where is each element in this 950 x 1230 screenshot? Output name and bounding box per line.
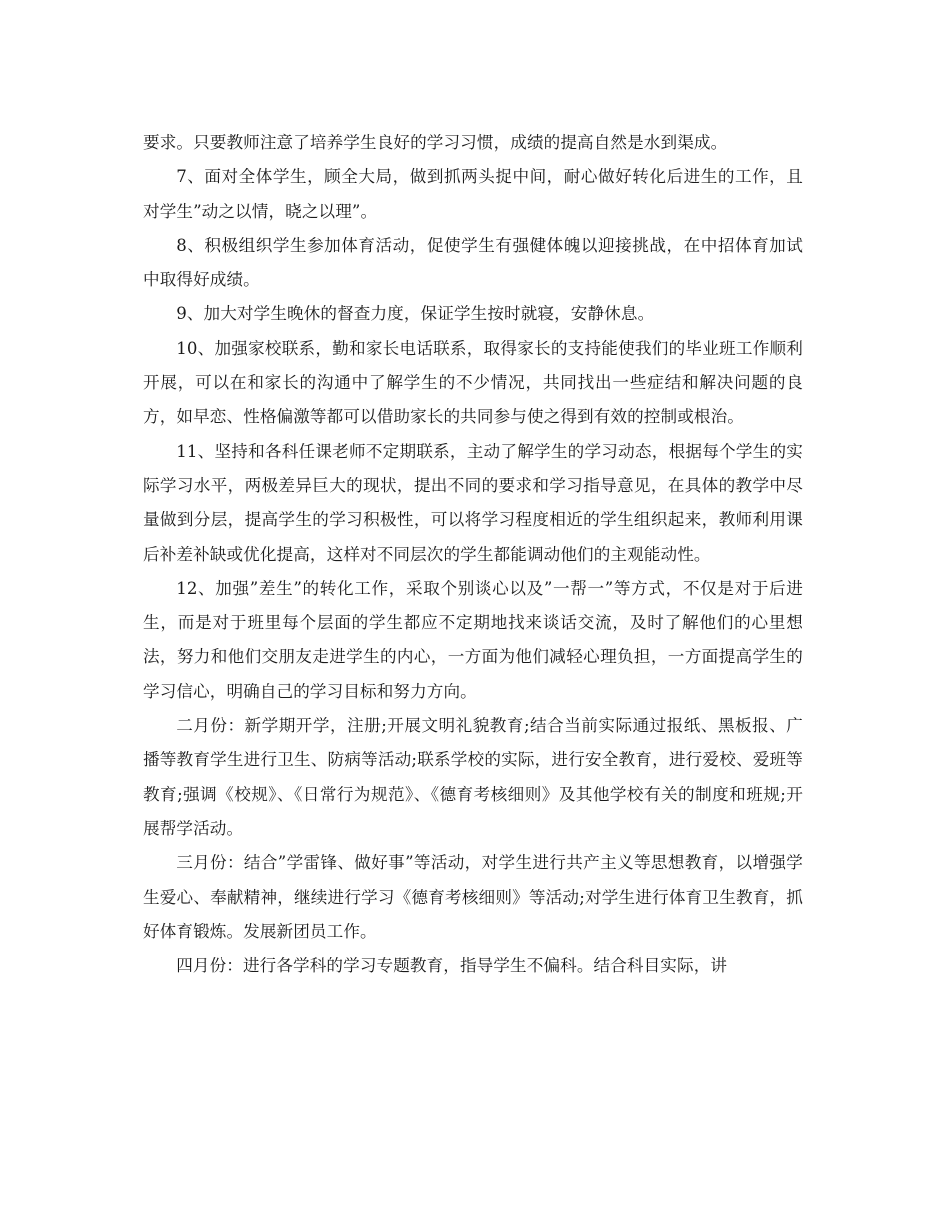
paragraph-item-9: 9、加大对学生晚休的督查力度，保证学生按时就寝，安静休息。 (176, 304, 655, 324)
paragraph-item-10: 10、加强家校联系，勤和家长电话联系，取得家长的支持能使我们的毕业班工作顺利开展，可以在和家长的沟通中了解学生的不少情况，共同找出一些症结和解决问题的良方，如早恋、性格偏激等都可以借助家长的共同参与使之得到有效的控制或根治。 (143, 338, 803, 427)
paragraph-item-11: 11、坚持和各科任课老师不定期联系，主动了解学生的学习动态，根据每个学生的实际学习水平，两极差异巨大的现状，提出不同的要求和学习指导意见，在具体的教学中尽量做到分层，提高学生的学习积极性，可以将学习程度相近的学生组织起来，教师利用课后补差补缺或优化提高，这样对不同层次的学生都能调动他们的主观能动性。 (143, 441, 803, 564)
paragraph-continuation: 要求。只要教师注意了培养学生良好的学习习惯，成绩的提高自然是水到渠成。 (143, 133, 728, 152)
document-page (143, 126, 803, 983)
paragraph-item-12: 12、加强”差生”的转化工作，采取个别谈心以及”一帮一”等方式，不仅是对于后进生，而是对于班里每个层面的学生都应不定期地找来谈话交流，及时了解他们的心里想法，努力和他们交朋友走进学生的内心，一方面为他们减轻心理负担，一方面提高学生的学习信心，明确自己的学习目标和努力方向。 (143, 578, 803, 701)
paragraph-april: 四月份：进行各学科的学习专题教育，指导学生不偏科。结合科目实际，讲 (176, 956, 728, 976)
paragraph-item-7: 7、面对全体学生，顾全大局，做到抓两头捉中间，耐心做好转化后进生的工作，且对学生”动之以情，晓之以理”。 (143, 167, 803, 221)
paragraph-march: 三月份：结合”学雷锋、做好事”等活动，对学生进行共产主义等思想教育，以增强学生爱心、奉献精神，继续进行学习《德育考核细则》等活动;对学生进行体育卫生教育，抓好体育锻炼。发展新团员工作。 (143, 853, 803, 941)
paragraph-february: 二月份：新学期开学，注册;开展文明礼貌教育;结合当前实际通过报纸、黑板报、广播等教育学生进行卫生、防病等活动;联系学校的实际，进行安全教育，进行爱校、爱班等教育;强调《校规》、《日常行为规范》、《德育考核细则》及其他学校有关的制度和班规;开展帮学活动。 (143, 716, 803, 838)
paragraph-item-8: 8、积极组织学生参加体育活动，促使学生有强健体魄以迎接挑战，在中招体育加试中取得好成绩。 (143, 235, 803, 290)
